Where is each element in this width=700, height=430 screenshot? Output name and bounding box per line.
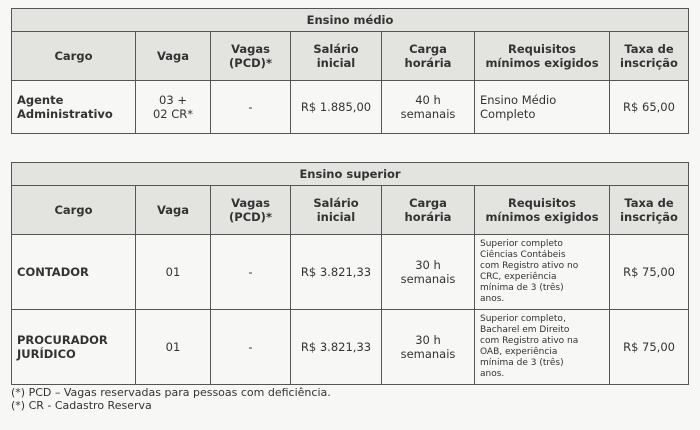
ensino-superior-table (11, 162, 689, 385)
cell-cargo: CONTADOR (12, 235, 136, 310)
col-header-carga: Carga horária (382, 186, 475, 235)
col-header-salario: Salário inicial (291, 186, 382, 235)
cell-carga: 40 h semanais (382, 81, 475, 134)
col-header-pcd: Vagas (PCD)* (211, 32, 291, 81)
cell-cargo: PROCURADOR JURÍDICO (12, 310, 136, 385)
ensino-medio-table (11, 8, 689, 134)
col-header-requisitos: Requisitos mínimos exigidos (475, 32, 610, 81)
cell-carga: 30 h semanais (382, 235, 475, 310)
table-title: Ensino médio (12, 9, 689, 32)
col-header-salario: Salário inicial (291, 32, 382, 81)
col-header-taxa: Taxa de inscrição (610, 186, 689, 235)
cell-pcd: - (211, 81, 291, 134)
cell-taxa: R$ 65,00 (610, 81, 689, 134)
cell-vaga: 03 + 02 CR* (136, 81, 211, 134)
cell-pcd: - (211, 310, 291, 385)
col-header-taxa: Taxa de inscrição (610, 32, 689, 81)
col-header-vaga: Vaga (136, 32, 211, 81)
footnotes (11, 386, 331, 412)
cell-vaga: 01 (136, 235, 211, 310)
table-row (12, 235, 689, 310)
col-header-requisitos: Requisitos mínimos exigidos (475, 186, 610, 235)
cell-salario: R$ 3.821,33 (291, 235, 382, 310)
cell-requisitos: Superior completo, Bacharel em Direito com Registro ativo na OAB, experiência mínima de 3 (três) anos. (475, 310, 610, 385)
table-title: Ensino superior (12, 163, 689, 186)
header-row (12, 32, 689, 81)
col-header-pcd: Vagas (PCD)* (211, 186, 291, 235)
footnote-pcd: (*) PCD – Vagas reservadas para pessoas com deficiência. (11, 386, 331, 399)
header-row (12, 186, 689, 235)
cell-salario: R$ 3.821,33 (291, 310, 382, 385)
cell-salario: R$ 1.885,00 (291, 81, 382, 134)
col-header-cargo: Cargo (12, 186, 136, 235)
cell-requisitos: Ensino Médio Completo (475, 81, 610, 134)
footnote-cr: (*) CR - Cadastro Reserva (11, 399, 152, 412)
col-header-carga: Carga horária (382, 32, 475, 81)
cell-requisitos: Superior completo Ciências Contábeis com Registro ativo no CRC, experiência mínima de 3 (três) anos. (475, 235, 610, 310)
cell-cargo: Agente Administrativo (12, 81, 136, 134)
table-row (12, 81, 689, 134)
cell-carga: 30 h semanais (382, 310, 475, 385)
cell-taxa: R$ 75,00 (610, 310, 689, 385)
cell-taxa: R$ 75,00 (610, 235, 689, 310)
col-header-vaga: Vaga (136, 186, 211, 235)
cell-pcd: - (211, 235, 291, 310)
table-row (12, 310, 689, 385)
col-header-cargo: Cargo (12, 32, 136, 81)
cell-vaga: 01 (136, 310, 211, 385)
